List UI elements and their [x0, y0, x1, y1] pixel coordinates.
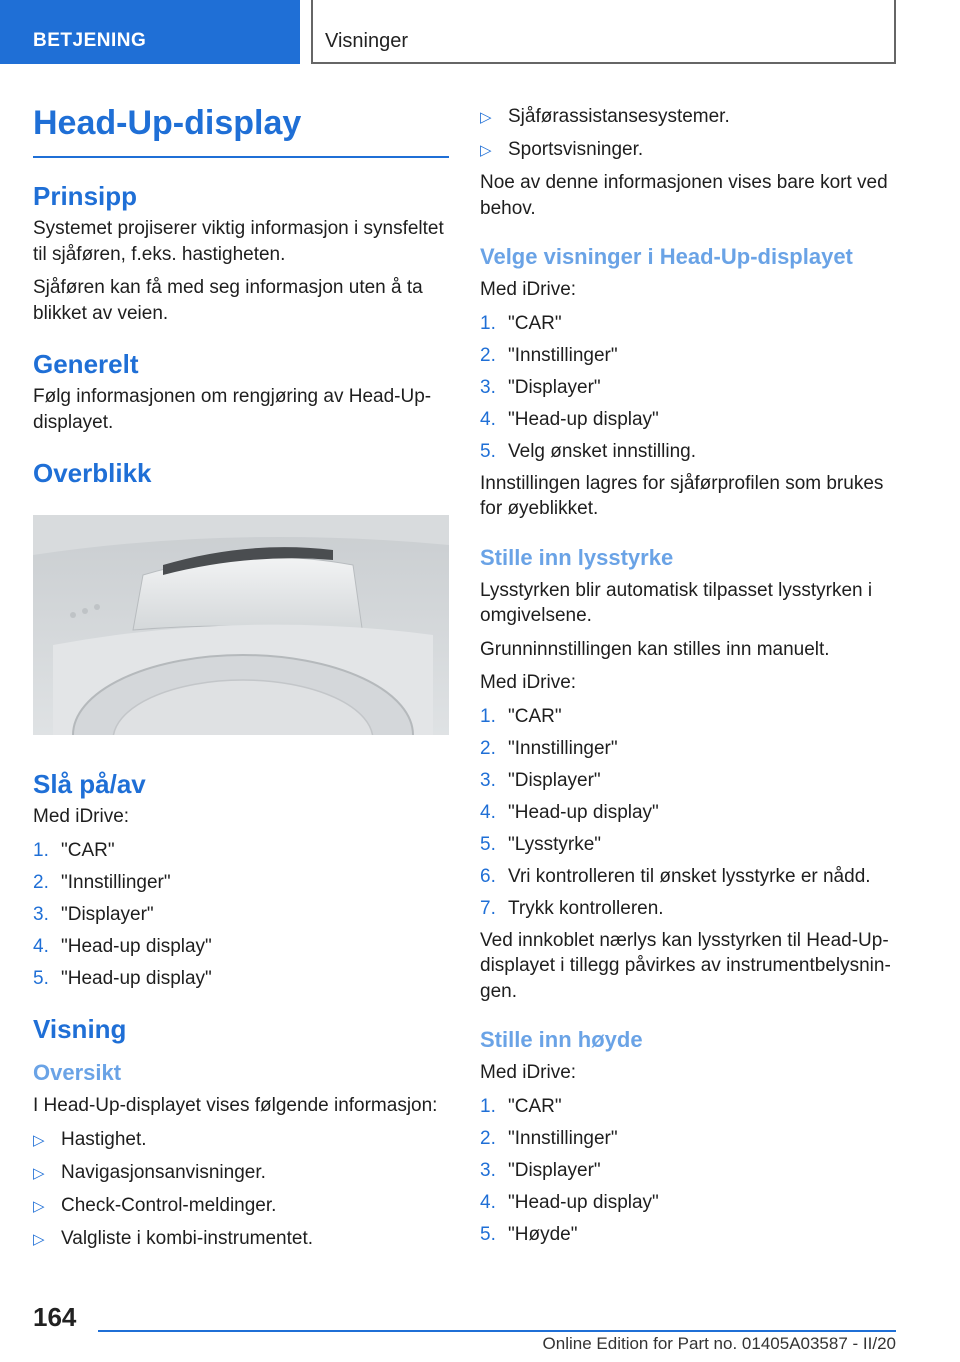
list-item: ▷ Valgliste i kombi-instrumentet.	[33, 1226, 449, 1253]
heading-prinsipp: Prinsipp	[33, 181, 138, 211]
steps-hoyde	[480, 1094, 896, 1248]
list-item: 2. "Innstillinger"	[33, 871, 171, 893]
list-item: ▷ Sportsvisninger.	[480, 137, 896, 164]
paragraph: Grunninnstillingen kan stilles inn manuelt.	[480, 638, 830, 660]
paragraph: Følg informasjonen om rengjøring av Head-Up-displayet.	[33, 386, 432, 433]
page-title: Head-Up-display	[33, 100, 449, 158]
list-item: ▷ Sjåførassistansesystemer.	[480, 104, 896, 131]
list-item: 3. "Displayer"	[480, 1159, 601, 1181]
list-item: 4. "Head-up display"	[480, 408, 659, 430]
section-label: BETJENING	[33, 30, 147, 51]
triangle-bullet-icon: ▷	[480, 109, 492, 126]
heading-oversikt: Oversikt	[33, 1060, 122, 1085]
heading-generelt: Generelt	[33, 349, 139, 379]
list-item: 4. "Head-up display"	[480, 801, 659, 823]
list-item: 4. "Head-up display"	[480, 1191, 659, 1213]
paragraph: Sjåføren kan få med seg informasjon uten å ta blikket av veien.	[33, 277, 423, 324]
list-item: 3. "Displayer"	[33, 903, 154, 925]
page-number: 164	[33, 1302, 77, 1332]
list-item: 1. "CAR"	[33, 839, 115, 861]
left-column	[33, 100, 449, 1259]
list-item: 5. Velg ønsket innstilling.	[480, 440, 696, 462]
list-item: 5. "Head-up display"	[33, 967, 212, 989]
list-item: 1. "CAR"	[480, 1095, 562, 1117]
paragraph: Systemet projiserer viktig informasjon i synsfeltet til sjåføren, f.eks. hastigheten.	[33, 218, 444, 265]
triangle-bullet-icon: ▷	[480, 142, 492, 159]
list-item: 1. "CAR"	[480, 312, 562, 334]
heading-sla-pa-av: Slå på/av	[33, 769, 146, 799]
chapter-header	[311, 0, 896, 64]
steps-sla	[33, 838, 449, 992]
bullets-visning	[33, 1127, 449, 1253]
heading-overblikk: Overblikk	[33, 458, 152, 488]
triangle-bullet-icon: ▷	[33, 1230, 45, 1248]
paragraph: Innstillingen lagres for sjåførprofilen som brukes for øyeblikket.	[480, 472, 884, 519]
triangle-bullet-icon: ▷	[33, 1197, 45, 1215]
triangle-bullet-icon: ▷	[33, 1131, 45, 1149]
triangle-bullet-icon: ▷	[33, 1164, 45, 1182]
paragraph: I Head-Up-displayet vises følgende informasjon:	[33, 1095, 438, 1116]
list-item: 3. "Displayer"	[480, 376, 601, 398]
bullets-visning-cont	[480, 104, 896, 164]
list-item: 4. "Head-up display"	[33, 935, 212, 957]
list-item: ▷ Navigasjonsanvisninger.	[33, 1160, 449, 1187]
right-column	[480, 104, 896, 1254]
list-item: 2. "Innstillinger"	[480, 344, 618, 366]
hud-dashboard-image	[33, 515, 449, 735]
footer-divider	[98, 1330, 896, 1332]
list-item: 7. Trykk kontrolleren.	[480, 897, 664, 919]
paragraph: Med iDrive:	[480, 279, 577, 300]
heading-lysstyrke: Stille inn lysstyrke	[480, 544, 674, 570]
paragraph: Med iDrive:	[480, 1062, 577, 1083]
list-item: ▷ Hastighet.	[33, 1127, 449, 1154]
footer-edition: Online Edition for Part no. 01405A03587 - II/20	[542, 1334, 896, 1353]
list-item: 5. "Høyde"	[480, 1223, 578, 1245]
list-item: 3. "Displayer"	[480, 769, 601, 791]
paragraph: Med iDrive:	[33, 806, 130, 827]
steps-lysstyrke	[480, 704, 896, 922]
list-item: 1. "CAR"	[480, 705, 562, 727]
chapter-title: Visninger	[325, 30, 409, 52]
heading-velge-visninger: Velge visninger i Head-Up-displayet	[480, 244, 853, 269]
list-item: ▷ Check-Control-meldinger.	[33, 1193, 449, 1220]
list-item: 2. "Innstillinger"	[480, 737, 618, 759]
paragraph: Lysstyrken blir automatisk tilpasset lysstyrken i omgivelsene.	[480, 579, 873, 626]
list-item: 5. "Lysstyrke"	[480, 833, 602, 855]
list-item: 6. Vri kontrolleren til ønsket lysstyrke er nådd.	[480, 865, 871, 887]
paragraph: Ved innkoblet nærlys kan lysstyrken til Head-Up-displayet i tillegg påvirkes av instrumentbelysnin-gen.	[480, 929, 891, 1002]
heading-hoyde: Stille inn høyde	[480, 1027, 643, 1052]
section-tab	[0, 0, 300, 64]
heading-visning: Visning	[33, 1014, 127, 1044]
paragraph: Med iDrive:	[480, 672, 577, 693]
list-item: 2. "Innstillinger"	[480, 1127, 618, 1149]
paragraph: Noe av denne informasjonen vises bare kort ved behov.	[480, 172, 888, 219]
steps-velge	[480, 311, 896, 465]
